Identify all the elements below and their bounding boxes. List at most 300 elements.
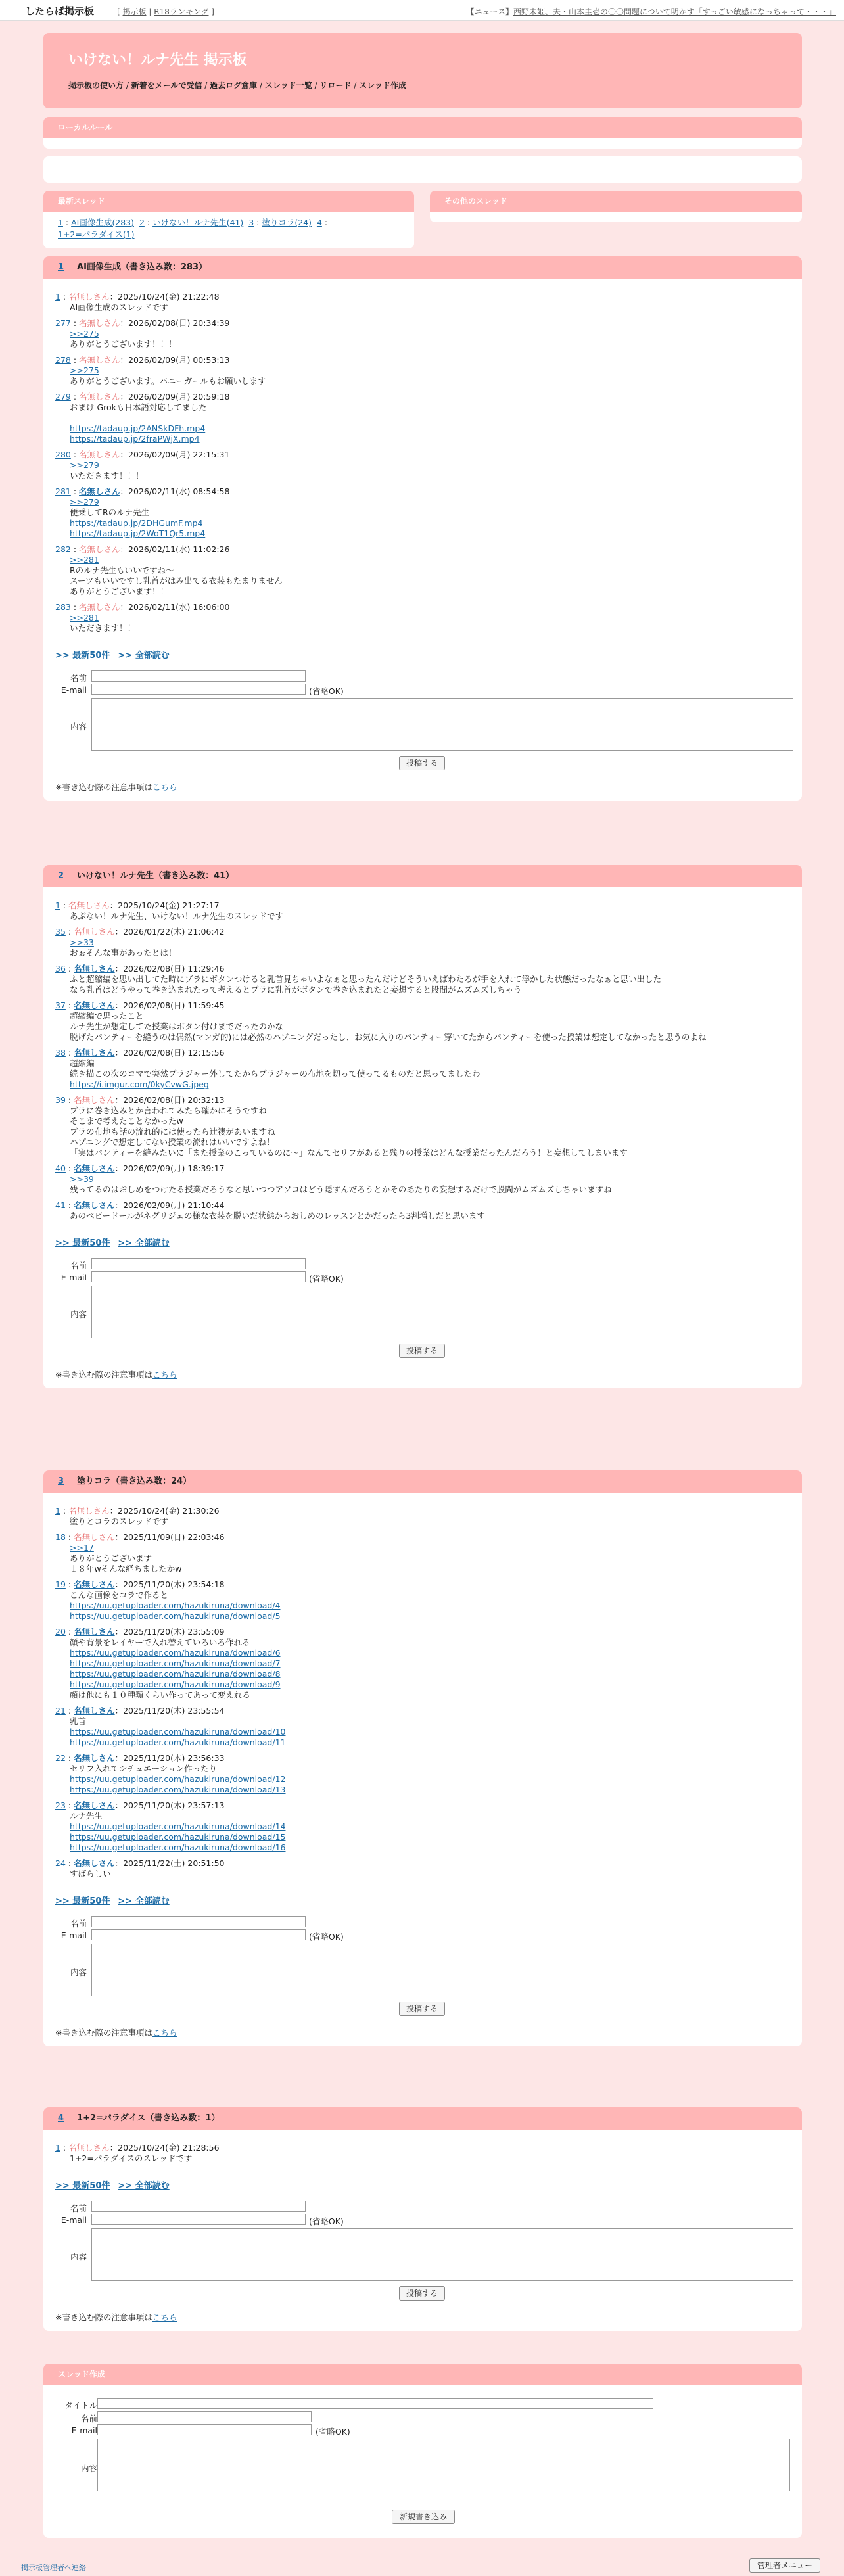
reply-anchor[interactable]: >>33	[70, 937, 94, 947]
name-label: 名前	[80, 2414, 97, 2424]
latest-thread-num[interactable]: 3	[248, 218, 254, 227]
post-text: AI画像生成のスレッドです	[70, 302, 168, 312]
reply-form	[55, 2201, 820, 2306]
post-date: ：2025/11/20(木) 23:57:13	[114, 1800, 225, 1810]
post-text: なら乳首はどうやって巻き込まれたって考えるとブラに乳首がボタンで巻き込まれたと妄想すると股間がムズムズしちゃう	[70, 985, 522, 995]
post-url[interactable]: https://uu.getuploader.com/hazukiruna/download/13	[70, 1785, 286, 1794]
post-line	[55, 1679, 281, 1690]
thread-email-input[interactable]	[97, 2424, 312, 2435]
post-text: いただきます！！！	[70, 471, 144, 480]
post	[55, 486, 229, 539]
email-note: (省略OK)	[309, 686, 344, 696]
post-text: ハプニングで想定してない授業の流れはいいですよね！	[70, 1137, 275, 1147]
post-url[interactable]: https://uu.getuploader.com/hazukiruna/download/14	[70, 1821, 286, 1831]
post-header: 281 : 名無しさん：2026/02/11(水) 08:54:58	[55, 486, 230, 496]
thread-title: AI画像生成	[77, 262, 121, 272]
post-url[interactable]: https://uu.getuploader.com/hazukiruna/download/11	[70, 1737, 286, 1747]
email-input[interactable]	[91, 1929, 306, 1940]
reply-anchor[interactable]: >>279	[70, 460, 99, 470]
recent50-link[interactable]: >> 最新50件	[55, 1896, 110, 1906]
latest-thread-num[interactable]: 1	[58, 218, 63, 227]
reply-form	[55, 1916, 820, 2021]
name-label: 名前	[70, 673, 87, 683]
post-url[interactable]: https://uu.getuploader.com/hazukiruna/download/6	[70, 1648, 281, 1658]
post-date: ：2025/11/09(日) 22:03:46	[114, 1532, 225, 1542]
email-input[interactable]	[91, 1271, 306, 1282]
reply-anchor[interactable]: >>17	[70, 1543, 94, 1553]
post-text: そこまで考えたことなかったw	[70, 1116, 183, 1126]
thread-title: 1+2=パラダイス	[77, 2113, 146, 2123]
post-text: あのベビードールがネグリジェの様な衣装を脱いだ状態からおしめのレッスンとかだったら3割増しだと思います	[70, 1211, 485, 1221]
thread-number[interactable]: 1	[58, 262, 64, 272]
caution-link[interactable]: こちら	[152, 1370, 177, 1380]
post-header: 18 : 名無しさん：2025/11/09(日) 22:03:46	[55, 1532, 225, 1542]
poster-name: 名無しさん	[74, 1532, 115, 1542]
thread-count: （書き込み数：283）	[120, 262, 208, 272]
email-label: E-mail	[60, 685, 87, 695]
post	[55, 1000, 706, 1042]
post-number[interactable]: 280	[55, 450, 71, 459]
post-header: 278 : 名無しさん：2026/02/09(月) 00:53:13	[55, 355, 230, 365]
poster-name[interactable]: 名無しさん	[74, 1627, 115, 1637]
poster-name: 名無しさん	[74, 927, 115, 937]
latest-thread-num[interactable]: 4	[316, 218, 322, 227]
post-date: ：2026/02/09(月) 18:39:17	[114, 1163, 225, 1173]
poster-name[interactable]: 名無しさん	[74, 1858, 115, 1868]
post-line	[55, 423, 229, 434]
post-header: 39 : 名無しさん：2026/02/08(日) 20:32:13	[55, 1095, 225, 1105]
reply-anchor[interactable]: >>275	[70, 329, 99, 339]
post-number[interactable]: 283	[55, 602, 71, 612]
board-menu: 掲示板の使い方 / 新着をメールで受信 / 過去ログ倉庫 / スレッド一覧 / リロード / スレッド作成	[68, 81, 406, 90]
post	[55, 1627, 281, 1700]
post-number[interactable]: 1	[55, 292, 60, 302]
news-ticker: 【ニュース】西野未姫、夫・山本圭壱の〇〇問題について明かす「すっごい敏感になっちゃって・・・」	[466, 7, 836, 16]
post-header: 280 : 名無しさん：2026/02/09(月) 22:15:31	[55, 450, 230, 459]
poster-name: 名無しさん	[79, 602, 120, 612]
post-line	[55, 329, 229, 339]
name-input[interactable]	[91, 1258, 306, 1269]
post-text: いただきます！！	[70, 623, 136, 633]
post	[55, 450, 229, 481]
post-text: 「実はパンティーを縫みたいに「また授業のこっているのに～」なんてセリフがあると残りの授業はどんな授業だったんだろう！と妄想してしまいます	[70, 1148, 628, 1158]
thread-nav	[55, 1236, 177, 1248]
post-text: 超縮編	[70, 1058, 95, 1068]
post-line	[55, 1785, 285, 1795]
post-line	[55, 1669, 281, 1679]
thread-block	[43, 1470, 802, 2046]
post	[55, 1706, 285, 1748]
poster-name: 名無しさん	[79, 355, 120, 365]
latest-threads-panel	[43, 191, 414, 248]
poster-name[interactable]: 名無しさん	[74, 1753, 115, 1763]
post-date: ：2026/02/09(月) 21:10:44	[114, 1200, 225, 1210]
email-label: E-mail	[60, 1931, 87, 1940]
latest-thread-link[interactable]: 1+2=パラダイス(1)	[58, 229, 135, 239]
thread-content-textarea[interactable]	[97, 2439, 790, 2491]
recent50-link[interactable]: >> 最新50件	[55, 2181, 110, 2191]
thread-title: いけない！ルナ先生	[77, 871, 154, 881]
post-date: ：2025/11/20(木) 23:56:33	[114, 1753, 225, 1763]
post-date: ：2025/10/24(金) 21:27:17	[109, 901, 220, 910]
post-line	[55, 434, 229, 444]
name-input[interactable]	[91, 2201, 306, 2212]
post-date: ：2025/10/24(金) 21:30:26	[109, 1506, 220, 1516]
post-number[interactable]: 279	[55, 392, 71, 402]
name-label: 名前	[70, 1261, 87, 1271]
post-url[interactable]: https://uu.getuploader.com/hazukiruna/download/8	[70, 1669, 281, 1679]
post	[55, 1753, 285, 1795]
post-text: ありがとうございます。バニーガールもお願いします	[70, 376, 266, 386]
post-date: ：2026/02/09(月) 20:59:18	[120, 392, 230, 402]
latest-thread-link[interactable]: AI画像生成(283)	[71, 218, 134, 227]
post-date: ：2026/02/11(水) 16:06:00	[120, 602, 230, 612]
post	[55, 1048, 481, 1090]
post-header: 21 : 名無しさん：2025/11/20(木) 23:55:54	[55, 1706, 225, 1716]
post	[55, 292, 220, 313]
menu-thread-list[interactable]: スレッド一覧	[264, 81, 312, 90]
thread-nav	[55, 2178, 177, 2191]
caution-text: ※書き込む際の注意事項は	[55, 782, 152, 792]
post-text: 残ってるのはおしめをつけたる授業だろうなと思いつつアソコはどう隠すんだろうとかそのあたりの妄想するだけで股間がムズムズしちゃいますね	[70, 1184, 612, 1194]
post-text: 便乗してRのルナ先生	[70, 507, 150, 517]
menu-reload[interactable]: リロード	[319, 81, 352, 90]
post-line	[55, 1543, 225, 1553]
post-number[interactable]: 19	[55, 1580, 66, 1589]
read-all-link[interactable]: >> 全部読む	[118, 1896, 170, 1906]
post-url[interactable]: https://tadaup.jp/2WoT1Qr5.mp4	[70, 528, 206, 538]
post-text: １８年wそんな経ちましたかw	[70, 1564, 182, 1574]
reply-form	[55, 1258, 820, 1363]
post-text: ありがとうございます	[70, 1553, 152, 1563]
menu-usage[interactable]: 掲示板の使い方	[68, 81, 124, 90]
content-textarea[interactable]	[91, 698, 793, 751]
post-number[interactable]: 282	[55, 544, 71, 554]
post-number[interactable]: 41	[55, 1200, 66, 1210]
post-text: ブラの布地も話の流れ的には使ったら辻褄があいますね	[70, 1127, 275, 1136]
poster-name[interactable]: 名無しさん	[74, 1200, 115, 1210]
local-rules-panel	[43, 117, 802, 149]
reply-anchor[interactable]: >>281	[70, 613, 99, 622]
thread-count: （書き込み数：41）	[154, 871, 235, 881]
post-line	[55, 1648, 281, 1658]
post	[55, 1163, 612, 1195]
email-input[interactable]	[91, 2214, 306, 2225]
post-header: 277 : 名無しさん：2026/02/08(日) 20:34:39	[55, 318, 230, 328]
post-date: ：2026/02/11(水) 11:02:26	[120, 544, 230, 554]
post-text: 顔は他にも１０種類くらい作ってあって変えれる	[70, 1690, 250, 1700]
post-line	[55, 528, 229, 539]
post	[55, 1532, 225, 1574]
post-url[interactable]: https://uu.getuploader.com/hazukiruna/download/16	[70, 1842, 286, 1852]
caution-text: ※書き込む際の注意事項は	[55, 1370, 152, 1380]
post-line	[55, 497, 229, 507]
post-number[interactable]: 38	[55, 1048, 66, 1058]
post-number[interactable]: 23	[55, 1800, 66, 1810]
content-label: 内容	[70, 2252, 87, 2262]
post-url[interactable]: https://uu.getuploader.com/hazukiruna/download/12	[70, 1774, 286, 1784]
post-line	[55, 1842, 285, 1853]
poster-name[interactable]: 名無しさん	[74, 1706, 115, 1716]
post-url[interactable]: https://uu.getuploader.com/hazukiruna/download/5	[70, 1611, 281, 1621]
post-text: ブラに巻き込みとか言われてみたら確かにそうですね	[70, 1106, 268, 1115]
reply-anchor[interactable]: >>39	[70, 1174, 94, 1184]
post-header: 20 : 名無しさん：2025/11/20(木) 23:55:09	[55, 1627, 225, 1637]
thread-nav	[55, 1894, 177, 1906]
site-logo[interactable]: したらば掲示板	[25, 5, 95, 17]
post-text: ふと超縮編を思い出してた時にブラにボタンつけると乳首見ちゃいよなぁと思ったんだけどそういえばわたるが手を入れて浮かした状態だったなぁと思い出した	[70, 974, 662, 984]
board-header	[43, 33, 802, 108]
post-url[interactable]: https://uu.getuploader.com/hazukiruna/download/4	[70, 1601, 281, 1610]
post	[55, 355, 266, 386]
thread-block	[43, 865, 802, 1388]
post-line	[55, 1737, 285, 1748]
post-header: 279 : 名無しさん：2026/02/09(月) 20:59:18	[55, 392, 230, 402]
post-number[interactable]: 18	[55, 1532, 66, 1542]
post-url[interactable]: https://tadaup.jp/2DHGumF.mp4	[70, 518, 203, 528]
poster-name[interactable]: 名無しさん	[74, 1580, 115, 1589]
post-text: ルナ先生	[70, 1811, 103, 1821]
post-url[interactable]: https://uu.getuploader.com/hazukiruna/download/7	[70, 1658, 281, 1668]
submit-button[interactable]: 投稿する	[399, 2286, 445, 2301]
post	[55, 318, 229, 350]
top-bar	[0, 0, 844, 21]
post-date: ：2025/11/20(木) 23:55:09	[114, 1627, 225, 1637]
post-number[interactable]: 1	[55, 2143, 60, 2153]
thread-number[interactable]: 4	[58, 2113, 64, 2123]
post-url[interactable]: https://uu.getuploader.com/hazukiruna/download/15	[70, 1832, 286, 1842]
post-date: ：2026/02/09(月) 00:53:13	[120, 355, 230, 365]
post-header: 38 : 名無しさん：2026/02/08(日) 12:15:56	[55, 1048, 225, 1058]
post-date: ：2025/10/24(金) 21:28:56	[109, 2143, 220, 2153]
caution-link[interactable]: こちら	[152, 2028, 177, 2038]
poster-name[interactable]: 名無しさん	[79, 486, 120, 496]
email-note: (省略OK)	[309, 1932, 344, 1942]
email-input[interactable]	[91, 684, 306, 695]
post-header: 1 : 名無しさん：2025/10/24(金) 21:27:17	[55, 901, 220, 910]
post-text: 超縮編で思ったこと	[70, 1011, 144, 1021]
post-line	[55, 937, 225, 948]
latest-threads-list: 1 : AI画像生成(283) 2 : いけない！ルナ先生(41) 3 : 塗りコラ(24) 4 : 1+2=パラダイス(1)	[58, 218, 328, 239]
poster-name[interactable]: 名無しさん	[74, 1048, 115, 1058]
post-text: スーツもいいですし乳首がはみ出てる衣装もたまりません	[70, 576, 283, 586]
post-header: 1 : 名無しさん：2025/10/24(金) 21:28:56	[55, 2143, 220, 2153]
poster-name: 名無しさん	[79, 544, 120, 554]
content-label: 内容	[80, 2464, 97, 2473]
thread-nav	[55, 648, 177, 661]
post	[55, 901, 283, 922]
post-line	[55, 1601, 281, 1611]
post-date: ：2026/02/08(日) 12:15:56	[114, 1048, 225, 1058]
email-label: E-mail	[60, 2215, 87, 2225]
caution-link[interactable]: こちら	[152, 782, 177, 792]
post-number[interactable]: 35	[55, 927, 66, 937]
name-input[interactable]	[91, 1916, 306, 1927]
post-header: 41 : 名無しさん：2026/02/09(月) 21:10:44	[55, 1200, 225, 1210]
thread-header	[43, 865, 802, 887]
post-number[interactable]: 39	[55, 1095, 66, 1105]
post-text: 1+2=パラダイスのスレッドです	[70, 2153, 193, 2163]
thread-block	[43, 256, 802, 801]
post-text: 脱げたパンティーを縫うのは偶然(マンガ的)には必然のハプニングだったし、お気に入りのパンティー穿いてたからパンティーを使った授業は想定してなかったと思うのよね	[70, 1032, 707, 1042]
title-label: タイトル	[64, 2400, 97, 2410]
post-date: ：2026/02/08(日) 20:32:13	[114, 1095, 225, 1105]
post-line	[55, 1727, 285, 1737]
post-url[interactable]: https://uu.getuploader.com/hazukiruna/download/9	[70, 1679, 281, 1689]
content-textarea[interactable]	[91, 2228, 793, 2281]
menu-create-thread[interactable]: スレッド作成	[359, 81, 406, 90]
post	[55, 392, 229, 444]
post-url[interactable]: https://i.imgur.com/0kyCvwG.jpeg	[70, 1079, 209, 1089]
reply-anchor[interactable]: >>275	[70, 365, 99, 375]
post-text: セリフ入れてシチュエーション作ったり	[70, 1764, 218, 1773]
latest-thread-link[interactable]: 塗りコラ(24)	[262, 218, 312, 227]
top-links: [ 掲示板 | R18ランキング ]	[117, 7, 214, 16]
email-label: E-mail	[60, 1273, 87, 1282]
post-number[interactable]: 20	[55, 1627, 66, 1637]
poster-name[interactable]: 名無しさん	[74, 964, 115, 973]
contact-admin-link[interactable]: 掲示板管理者へ連絡	[21, 2564, 86, 2572]
post-text: 塗りとコラのスレッドです	[70, 1516, 168, 1526]
thread-name-input[interactable]	[97, 2411, 312, 2422]
post-url[interactable]: https://tadaup.jp/2fraPWjX.mp4	[70, 434, 200, 444]
local-rules-title: ローカルルール	[43, 117, 802, 138]
email-note: (省略OK)	[309, 2216, 344, 2226]
caution-note	[55, 2311, 177, 2323]
post-header: 1 : 名無しさん：2025/10/24(金) 21:22:48	[55, 292, 220, 302]
recent50-link[interactable]: >> 最新50件	[55, 651, 110, 661]
post-number[interactable]: 281	[55, 486, 71, 496]
post-number[interactable]: 24	[55, 1858, 66, 1868]
reply-form	[55, 670, 820, 776]
news-link[interactable]: 西野未姫、夫・山本圭壱の〇〇問題について明かす「すっごい敏感になっちゃって・・・」	[513, 7, 836, 16]
post-text: 乳首	[70, 1716, 87, 1726]
submit-button[interactable]: 投稿する	[399, 2002, 445, 2016]
latest-thread-num[interactable]: 2	[139, 218, 145, 227]
caution-note	[55, 2026, 177, 2038]
post	[55, 1200, 485, 1221]
post-header: 37 : 名無しさん：2026/02/08(日) 11:59:45	[55, 1000, 225, 1010]
post-header: 40 : 名無しさん：2026/02/09(月) 18:39:17	[55, 1163, 225, 1173]
caution-note	[55, 1369, 177, 1380]
post-number[interactable]: 277	[55, 318, 71, 328]
latest-thread-link[interactable]: いけない！ルナ先生(41)	[152, 218, 244, 227]
post-line	[55, 1174, 612, 1184]
post-url[interactable]: https://uu.getuploader.com/hazukiruna/download/10	[70, 1727, 286, 1737]
create-thread-button[interactable]: 新規書き込み	[392, 2510, 455, 2524]
poster-name: 名無しさん	[79, 392, 120, 402]
post-text: おまけ Grokも日本語対応してました	[70, 402, 207, 412]
post-line	[55, 1079, 481, 1090]
name-input[interactable]	[91, 670, 306, 682]
post-text: 顔や背景をレイヤーで入れ替えていろいろ作れる	[70, 1637, 250, 1647]
post-number[interactable]: 36	[55, 964, 66, 973]
read-all-link[interactable]: >> 全部読む	[118, 651, 170, 661]
caution-link[interactable]: こちら	[152, 2312, 177, 2322]
post-blank	[55, 413, 229, 423]
post	[55, 1580, 281, 1622]
poster-name: 名無しさん	[68, 2143, 110, 2153]
poster-name: 名無しさん	[68, 1506, 110, 1516]
read-all-link[interactable]: >> 全部読む	[118, 1238, 170, 1248]
reply-anchor[interactable]: >>279	[70, 497, 99, 507]
post	[55, 1095, 628, 1158]
post-text: こんな画像をコラで作ると	[70, 1590, 169, 1600]
submit-button[interactable]: 投稿する	[399, 756, 445, 770]
post-date: ：2026/02/11(水) 08:54:58	[120, 486, 230, 496]
content-textarea[interactable]	[91, 1286, 793, 1338]
name-label: 名前	[70, 1919, 87, 1929]
post-number[interactable]: 1	[55, 1506, 60, 1516]
post-line	[55, 1774, 285, 1785]
submit-button[interactable]: 投稿する	[399, 1344, 445, 1358]
post-date: ：2026/01/22(木) 21:06:42	[114, 927, 225, 937]
post-number[interactable]: 40	[55, 1163, 66, 1173]
post-text: 続き描この次のコマで突然ブラジャー外してたからブラジャーの布地を切って使ってるものだと思ってましたわ	[70, 1069, 481, 1079]
ranking-link[interactable]: R18ランキング	[154, 7, 209, 16]
poster-name[interactable]: 名無しさん	[74, 1163, 115, 1173]
poster-name: 名無しさん	[68, 292, 110, 302]
post-number[interactable]: 278	[55, 355, 71, 365]
menu-archive[interactable]: 過去ログ倉庫	[210, 81, 258, 90]
post-text: すばらしい	[70, 1869, 111, 1879]
post-text: ルナ先生が想定してた授業はボタン付けまでだったのかな	[70, 1021, 284, 1031]
post-line	[55, 1832, 285, 1842]
post-number[interactable]: 22	[55, 1753, 66, 1763]
post-header: 19 : 名無しさん：2025/11/20(木) 23:54:18	[55, 1580, 225, 1589]
post-url[interactable]: https://tadaup.jp/2ANSkDFh.mp4	[70, 423, 206, 433]
post-line	[55, 1821, 285, 1832]
post-header: 23 : 名無しさん：2025/11/20(木) 23:57:13	[55, 1800, 225, 1810]
menu-mail[interactable]: 新着をメールで受信	[131, 81, 202, 90]
thread-title: 塗りコラ	[77, 1476, 112, 1486]
read-all-link[interactable]: >> 全部読む	[118, 2181, 170, 2191]
thread-number[interactable]: 3	[58, 1476, 64, 1486]
poster-name: 名無しさん	[79, 318, 120, 328]
content-label: 内容	[70, 722, 87, 732]
content-textarea[interactable]	[91, 1944, 793, 1996]
thread-number[interactable]: 2	[58, 871, 64, 881]
thread-title-input[interactable]	[97, 2398, 653, 2409]
post-text: Rのルナ先生もいいですね～	[70, 565, 174, 575]
latest-threads-title: 最新スレッド	[43, 191, 414, 212]
admin-menu-button[interactable]: 管理者メニュー	[749, 2558, 820, 2573]
post-line	[55, 460, 229, 471]
post-text: あぶない！ルナ先生、いけない！ルナ先生のスレッドです	[70, 911, 283, 921]
post-number[interactable]: 1	[55, 901, 60, 910]
recent50-link[interactable]: >> 最新50件	[55, 1238, 110, 1248]
post	[55, 544, 283, 597]
other-threads-panel	[430, 191, 802, 222]
post-number[interactable]: 21	[55, 1706, 66, 1716]
post-line	[55, 365, 266, 376]
thread-header	[43, 1470, 802, 1493]
name-label: 名前	[70, 2203, 87, 2213]
content-label: 内容	[70, 1309, 87, 1319]
thread-header	[43, 2107, 802, 2130]
thread-block	[43, 2107, 802, 2331]
poster-name[interactable]: 名無しさん	[74, 1800, 115, 1810]
board-title: いけない！ルナ先生 掲示板	[68, 52, 247, 68]
post-date: ：2026/02/08(日) 11:29:46	[114, 964, 225, 973]
board-link[interactable]: 掲示板	[122, 7, 147, 16]
post-line	[55, 1658, 281, 1669]
post-number[interactable]: 37	[55, 1000, 66, 1010]
post-header: 22 : 名無しさん：2025/11/20(木) 23:56:33	[55, 1753, 225, 1763]
poster-name[interactable]: 名無しさん	[74, 1000, 115, 1010]
post-line	[55, 1611, 281, 1622]
reply-anchor[interactable]: >>281	[70, 555, 99, 565]
